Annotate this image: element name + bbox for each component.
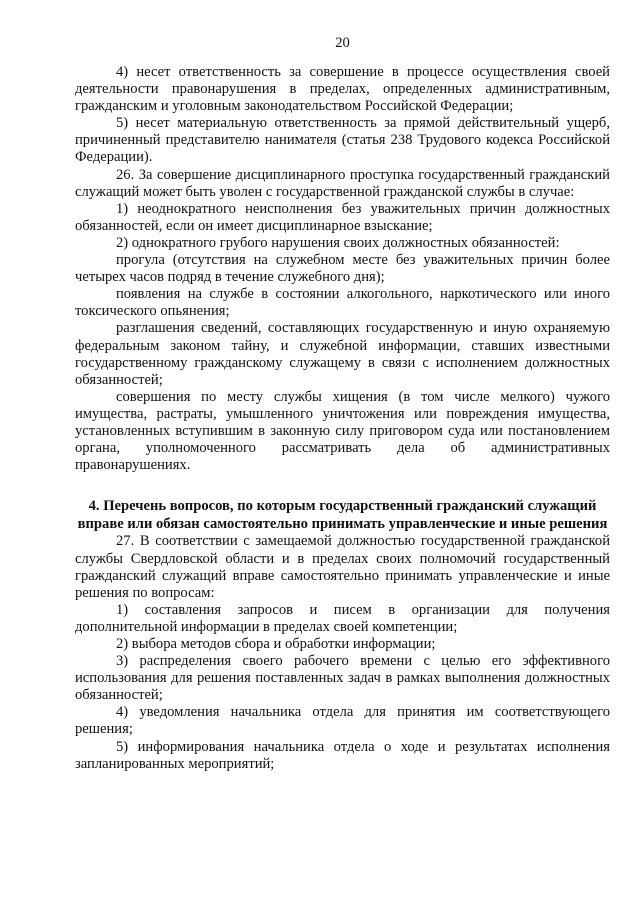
paragraph-clause-5: 5) несет материальную ответственность за прямой действительный ущерб, причиненный представителю нанимателя (статья 238 Трудового кодекса Российской Федерации). <box>75 115 610 166</box>
paragraph-item-2: 2) однократного грубого нарушения своих должностных обязанностей: <box>116 234 560 251</box>
paragraph-intoxication: появления на службе в состоянии алкогольного, наркотического или иного токсического опьянения; <box>75 286 610 320</box>
section-4-heading: 4. Перечень вопросов, по которым государственный гражданский служащий вправе или обязан самостоятельно принимать управленческие и иные решения <box>77 498 608 532</box>
section-top <box>75 64 610 474</box>
section-4 <box>75 533 610 772</box>
paragraph-article-27: 27. В соответствии с замещаемой должностью государственной гражданской службы Свердловской области и в пределах своих полномочий государственный гражданский служащий вправе самостоятельно принимать управленческие и иные решения по вопросам: <box>75 533 610 601</box>
paragraph-item-1: 1) неоднократного неисполнения без уважительных причин должностных обязанностей, если он имеет дисциплинарное взыскание; <box>75 200 610 234</box>
paragraph-decision-3: 3) распределения своего рабочего времени с целью его эффективного использования для решения поставленных задач в рамках выполнения должностных обязанностей; <box>75 653 610 704</box>
paragraph-clause-4: 4) несет ответственность за совершение в процессе осуществления своей деятельности правонарушения в пределах, определенных административным, гражданским и уголовным законодательством Российской Федерации; <box>75 64 610 115</box>
paragraph-disclosure: разглашения сведений, составляющих государственную и иную охраняемую федеральным законом тайну, и служебной информации, ставших известными государственному гражданскому служащему в связи с исполнением должностных обязанностей; <box>75 320 610 388</box>
page-number: 20 <box>335 35 350 51</box>
paragraph-absence: прогула (отсутствия на служебном месте без уважительных причин более четырех часов подряд в течение служебного дня); <box>75 252 610 286</box>
paragraph-theft: совершения по месту службы хищения (в том числе мелкого) чужого имущества, растраты, умышленного уничтожения или повреждения имущества, установленных вступившим в законную силу приговором суда или постановлением органа, уполномоченного рассматривать дела об административных правонарушениях. <box>75 388 610 474</box>
paragraph-article-26: 26. За совершение дисциплинарного проступка государственный гражданский служащий может быть уволен с государственной гражданской службы в случае: <box>75 166 610 200</box>
paragraph-decision-4: 4) уведомления начальника отдела для принятия им соответствующего решения; <box>75 704 610 738</box>
paragraph-decision-2: 2) выбора методов сбора и обработки информации; <box>116 636 436 652</box>
paragraph-decision-1: 1) составления запросов и писем в организации для получения дополнительной информации в пределах своей компетенции; <box>75 601 610 635</box>
paragraph-decision-5: 5) информирования начальника отдела о ходе и результатах исполнения запланированных мероприятий; <box>75 738 610 772</box>
document-page <box>75 34 610 773</box>
